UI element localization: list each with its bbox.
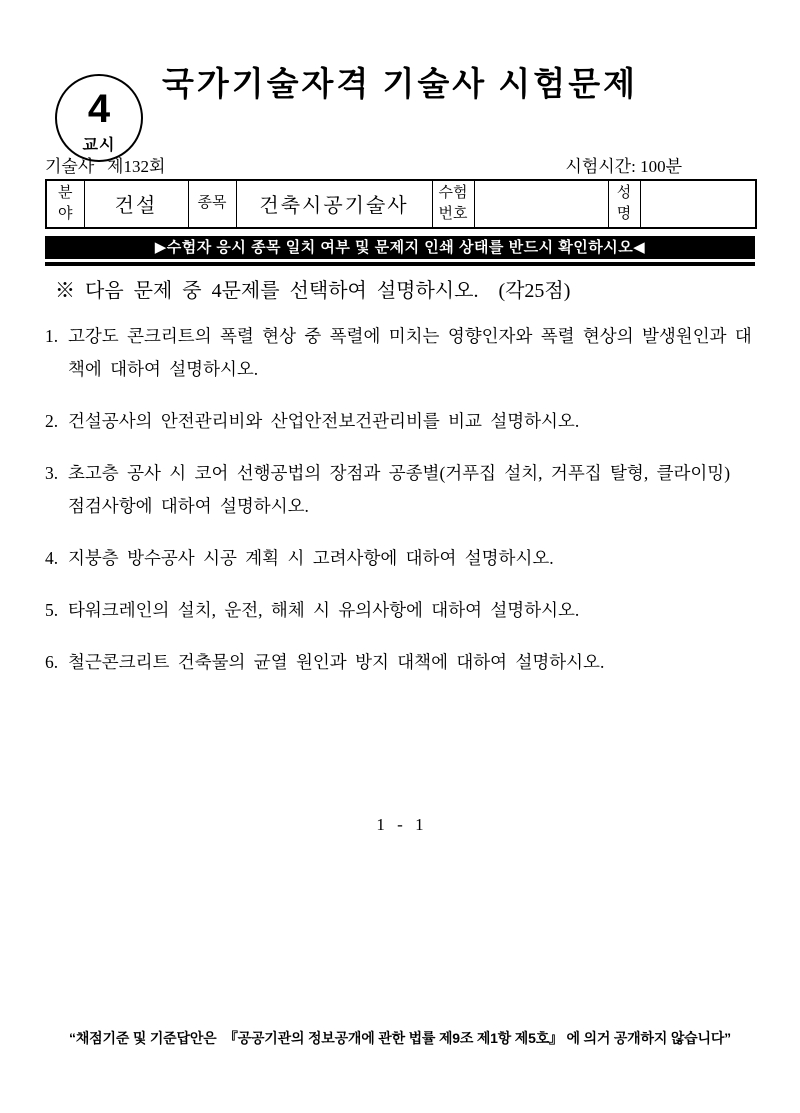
exam-number-label-cell [432,180,474,228]
field-label-cell [46,180,84,228]
exam-series: 기술사 제132회 [45,156,166,176]
question-text: 철근콘크리트 건축물의 균열 원인과 방지 대책에 대하여 설명하시오. [68,651,605,672]
question-text: 고강도 콘크리트의 폭렬 현상 중 폭렬에 미치는 영향인자와 폭렬 현상의 발생원인과 대책에 대하여 설명하시오. [68,325,752,379]
divider-rule [45,262,755,266]
page-number: 1 - 1 [376,815,424,834]
subject-label-cell: 종목 [188,180,236,228]
field-label: 분야 [58,184,73,222]
question-text: 건설공사의 안전관리비와 산업안전보건관리비를 비교 설명하시오. [68,410,580,431]
question-item-4 [45,542,755,575]
question-text: 지붕층 방수공사 시공 계획 시 고려사항에 대하여 설명하시오. [68,547,554,568]
candidate-info-table [45,179,757,229]
exam-duration: 시험시간: 100분 [565,156,682,176]
question-number: 1. [45,325,59,346]
name-field[interactable] [640,180,756,228]
question-number: 2. [45,410,59,431]
question-item-1 [45,320,755,386]
notice-banner: ▶수험자 응시 종목 일치 여부 및 문제지 인쇄 상태를 반드시 확인하시오◀ [45,236,755,259]
period-label: 교시 [82,137,116,154]
exam-number-label: 수험번호 [438,184,468,222]
exam-meta-row [45,152,755,177]
instruction-text: ※ 다음 문제 중 4문제를 선택하여 설명하시오. (각25점) [55,279,571,302]
question-list [45,320,755,679]
question-number: 5. [45,599,59,620]
exam-number-field[interactable] [474,180,608,228]
page-title: 국가기술자격 기술사 시험문제 [162,67,638,103]
name-label: 성명 [616,184,632,222]
question-number: 6. [45,651,59,672]
period-badge [55,74,143,162]
question-number: 4. [45,547,59,568]
question-item-2 [45,405,755,438]
footer-disclosure-note: “채점기준 및 기준답안은 『공공기관의 정보공개에 관한 법률 제9조 제1항 제5호』 에 의거 공개하지 않습니다” [69,1030,731,1046]
field-value-cell: 건설 [84,180,188,228]
period-number: 4 [87,87,111,131]
question-text: 초고층 공사 시 코어 선행공법의 장점과 공종별(거푸집 설치, 거푸집 탈형, 클라이밍) 점검사항에 대하여 설명하시오. [68,462,731,516]
subject-value-cell: 건축시공기술사 [236,180,432,228]
name-label-cell [608,180,640,228]
question-number: 3. [45,462,59,483]
question-item-3 [45,457,755,523]
question-item-5 [45,594,755,627]
question-text: 타워크레인의 설치, 운전, 해체 시 유의사항에 대하여 설명하시오. [68,599,580,620]
question-item-6 [45,646,755,679]
